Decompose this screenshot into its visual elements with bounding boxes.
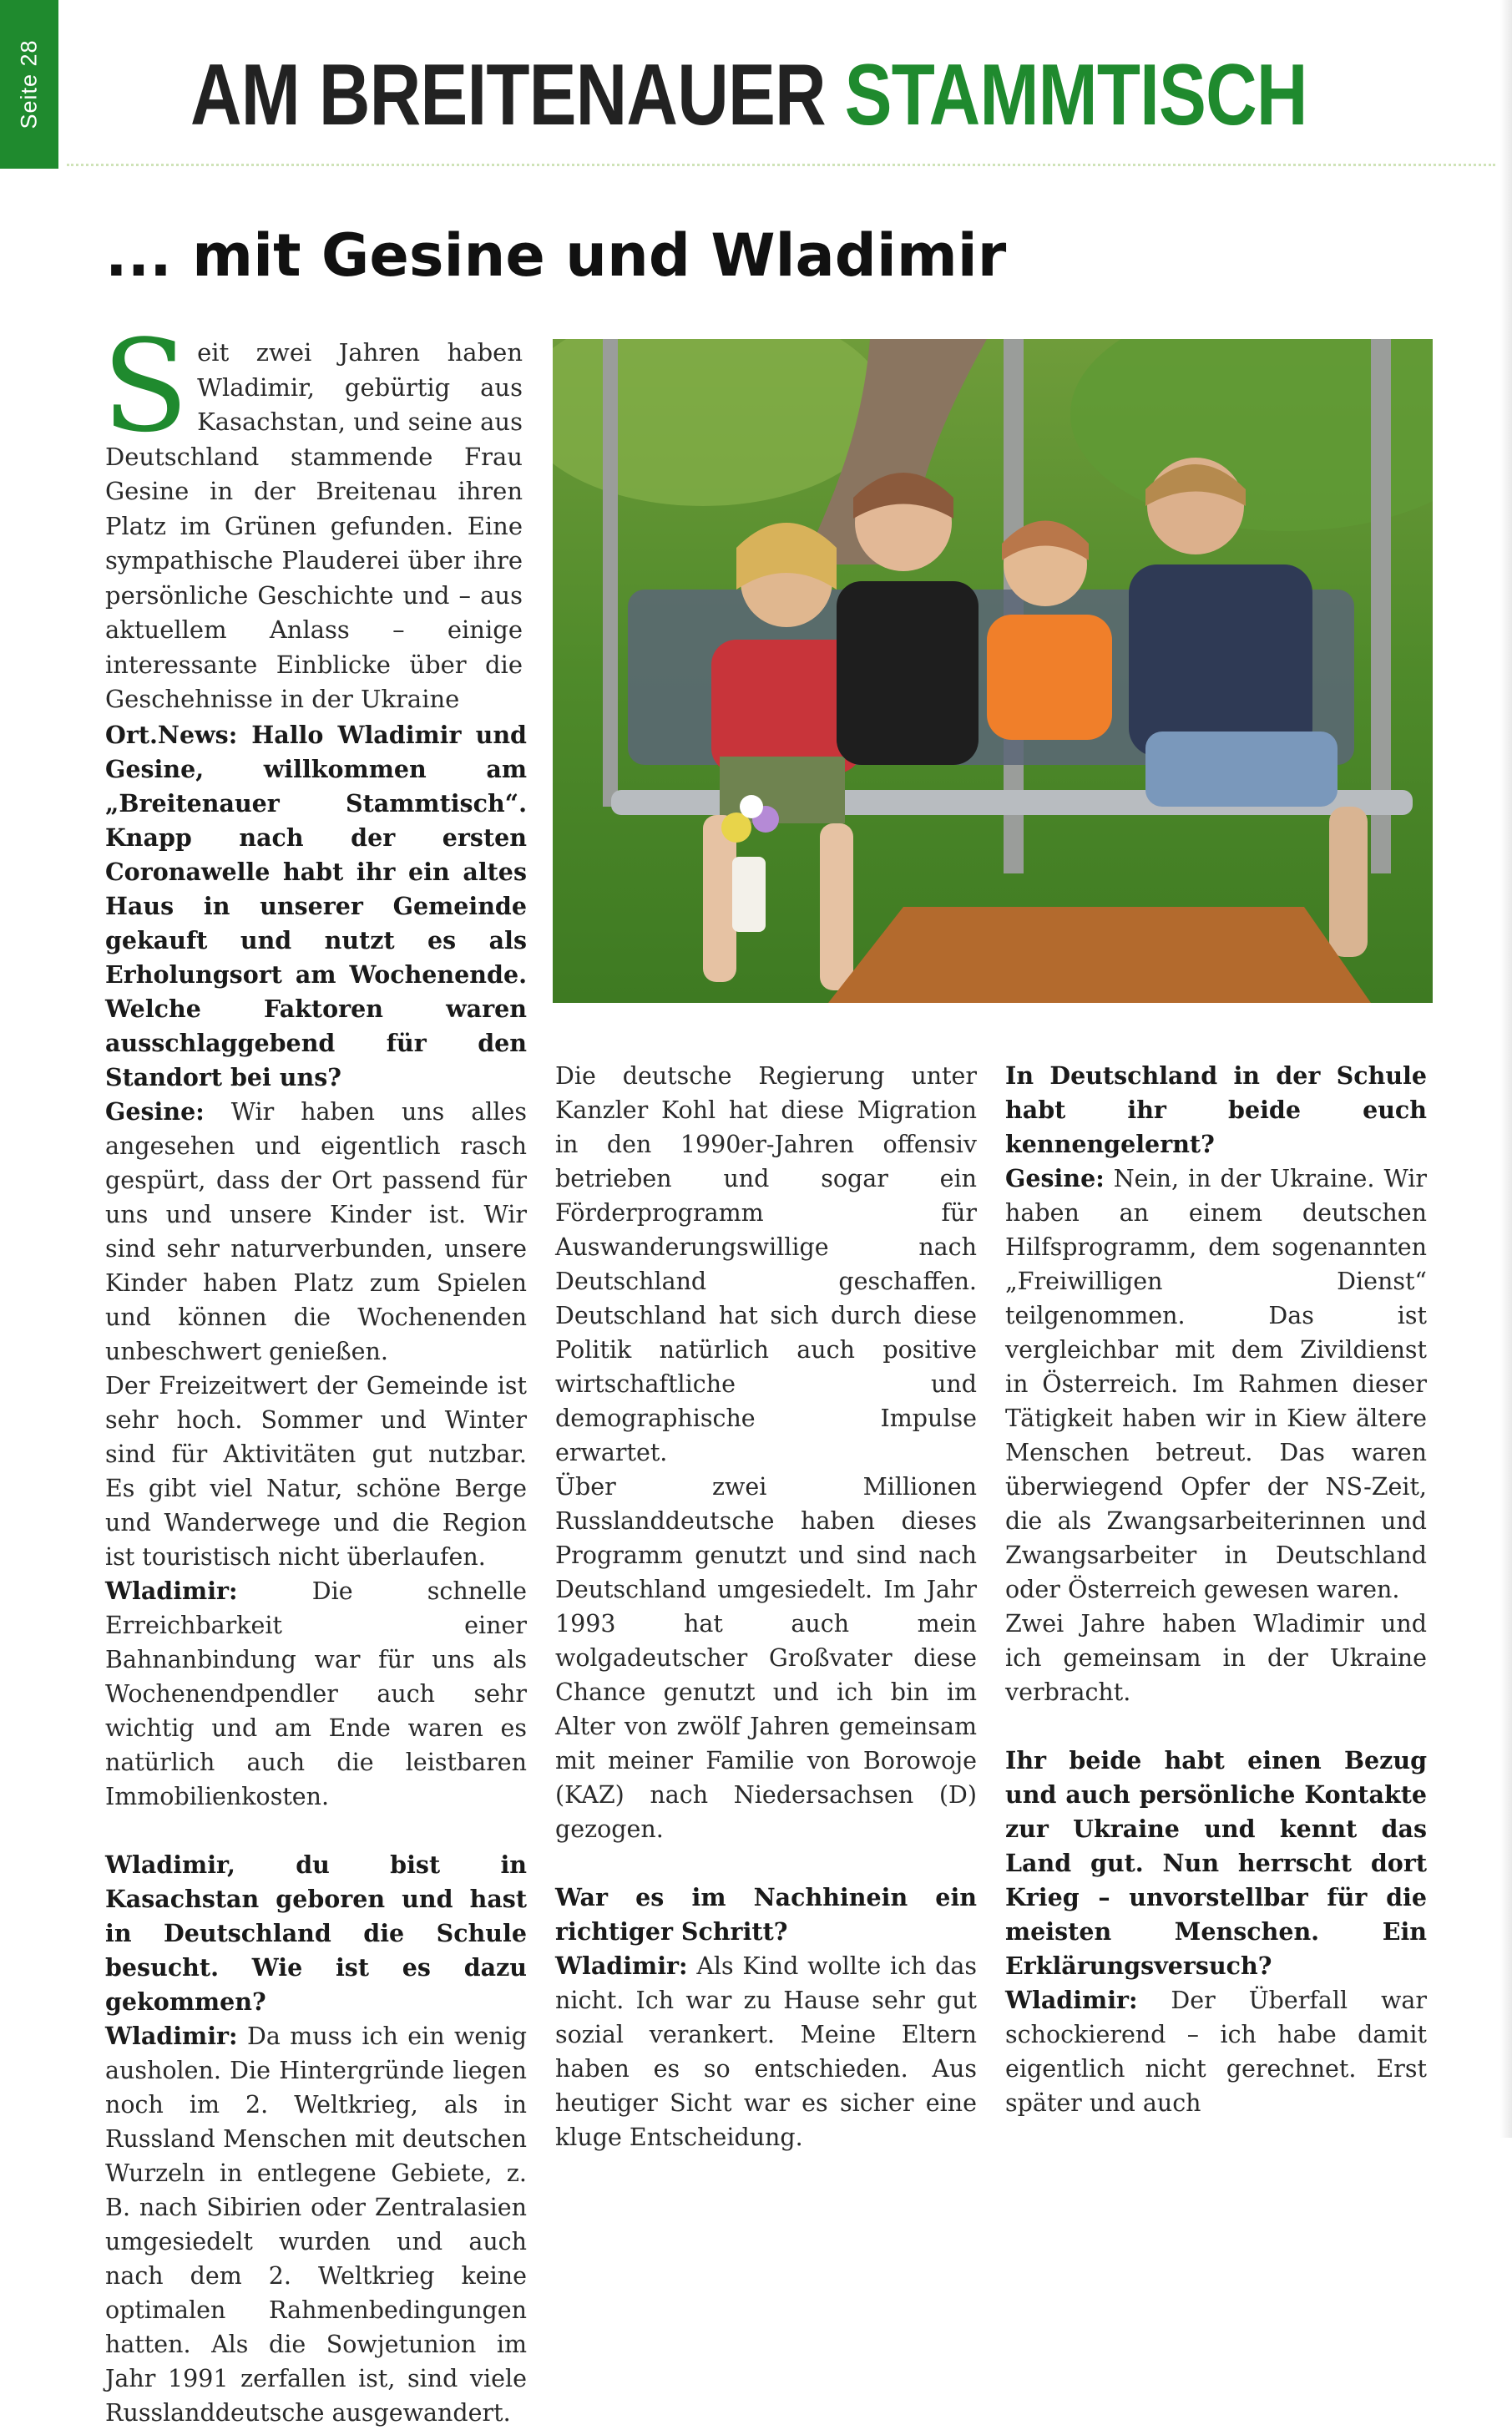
answer-2 <box>105 1574 527 1814</box>
article-column-1 <box>105 718 527 2430</box>
answer-5 <box>1005 1162 1427 1607</box>
speaker-wladimir: Wladimir: <box>105 2022 238 2050</box>
article-column-3 <box>1005 1059 1427 2120</box>
answer-6 <box>1005 1983 1427 2120</box>
question-4: In Deutschland in der Schule habt ihr beide euch kennengelernt? <box>1005 1061 1427 1158</box>
question-3: War es im Nachhinein ein richtiger Schritt? <box>555 1883 977 1946</box>
question-1: Ort.News: Hallo Wladimir und Gesine, willkommen am „Breitenauer Stammtisch“. Knapp nach der ersten Coronawelle habt ihr ein altes Haus in unserer Gemeinde gekauft und nutzt es als Erholungsort am Wochenende. Welche Faktoren waren ausschlaggebend für den Standort bei uns? <box>105 721 527 1091</box>
answer-5-continued: Zwei Jahre haben Wladimir und ich gemeinsam in der Ukraine verbracht. <box>1005 1610 1427 1706</box>
answer-text: Wir haben uns alles angesehen und eigentlich rasch gespürt, dass der Ort passend für uns und unsere Kinder ist. Wir sind sehr naturverbunden, unsere Kinder haben Platz zum Spielen und können die Wochenenden unbeschwert genießen. <box>105 1098 527 1365</box>
title-part-dark: AM BREITENAUER <box>190 47 826 144</box>
answer-1-continued: Der Freizeitwert der Gemeinde ist sehr hoch. Sommer und Winter sind für Aktivitäten gut nutzbar. Es gibt viel Natur, schöne Berge und Wanderwege und die Region ist touristisch nicht überlaufen. <box>105 1372 527 1571</box>
question-2: Wladimir, du bist in Kasachstan geboren und hast in Deutschland die Schule besucht. Wie ist es dazu gekommen? <box>105 1850 527 2016</box>
speaker-wladimir: Wladimir: <box>105 1577 238 1605</box>
scan-edge <box>1500 0 1512 2138</box>
answer-4 <box>555 1949 977 2154</box>
title-part-green: STAMMTISCH <box>844 47 1307 144</box>
answer-text: Die schnelle Erreichbarkeit einer Bahnanbindung war für uns als Wochenendpendler auch sehr wichtig und am Ende waren es natürlich auch die leistbaren Immobilienkosten. <box>105 1577 527 1810</box>
page-title <box>190 47 1307 144</box>
answer-3-continued: Die deutsche Regierung unter Kanzler Kohl hat diese Migration in den 1990er-Jahren offensiv betrieben und sogar ein Förderprogramm für Auswanderungswillige nach Deutschland geschaffen. Deutschland hat sich durch diese Politik natürlich auch positive wirtschaftliche und demographische Impulse erwartet. <box>555 1062 977 1466</box>
answer-3-continued-2: Über zwei Millionen Russlanddeutsche haben dieses Programm genutzt und sind nach Deutschland umgesiedelt. Im Jahr 1993 hat auch mein wolgadeutscher Großvater diese Chance genutzt und ich bin im Alter von zwölf Jahren gemeinsam mit meiner Familie von Borowoje (KAZ) nach Niedersachsen (D) gezogen. <box>555 1473 977 1843</box>
answer-text: Der Überfall war schockierend – ich habe damit eigentlich nicht gerechnet. Erst später und auch <box>1005 1987 1427 2117</box>
page-number-tab <box>0 0 58 169</box>
answer-text: Als Kind wollte ich das nicht. Ich war zu Hause sehr gut sozial verankert. Meine Eltern haben es so entschieden. Aus heutiger Sicht war es sicher eine kluge Entscheidung. <box>555 1952 977 2151</box>
speaker-wladimir: Wladimir: <box>1005 1986 1138 2014</box>
article-column-2 <box>555 1059 977 2154</box>
speaker-wladimir: Wladimir: <box>555 1952 688 1980</box>
intro-paragraph <box>102 312 523 717</box>
article-subtitle: ... mit Gesine und Wladimir <box>105 221 1007 290</box>
question-5: Ihr beide habt einen Bezug und auch persönliche Kontakte zur Ukraine und kennt das Land gut. Nun herrscht dort Krieg – unvorstellbar für die meisten Menschen. Ein Erklärungsversuch? <box>1005 1746 1427 1980</box>
speaker-gesine: Gesine: <box>105 1097 205 1126</box>
drop-cap: S <box>102 312 190 460</box>
dotted-divider <box>67 164 1495 166</box>
page-number: Seite 28 <box>16 39 42 129</box>
speaker-gesine: Gesine: <box>1005 1164 1105 1192</box>
answer-text: Da muss ich ein wenig ausholen. Die Hintergründe liegen noch im 2. Weltkrieg, als in Russland Menschen mit deutschen Wurzeln in entlegene Gebiete, z. B. nach Sibirien oder Zentralasien umgesiedelt wurden und auch nach dem 2. Weltkrieg keine optimalen Rahmenbedingungen hatten. Als die Sowjetunion im Jahr 1991 zerfallen ist, sind viele Russlanddeutsche ausgewandert. <box>105 2022 527 2427</box>
answer-text: Nein, in der Ukraine. Wir haben an einem deutschen Hilfsprogramm, dem sogenannten „Freiwilligen Dienst“ teilgenommen. Das ist vergleichbar mit dem Zivildienst in Österreich. Im Rahmen dieser Tätigkeit haben wir in Kiew ältere Menschen betreut. Das waren überwiegend Opfer der NS-Zeit, die als Zwangsarbeiterinnen und Zwangsarbeiter in Deutschland oder Österreich gewesen waren. <box>1005 1165 1427 1603</box>
answer-1 <box>105 1095 527 1369</box>
family-photo <box>553 339 1433 1003</box>
answer-3 <box>105 2019 527 2430</box>
intro-text: eit zwei Jahren haben Wladimir, gebürtig aus Kasachstan, und seine aus Deutschland stammende Frau Gesine in der Breitenau ihren Platz im Grünen gefunden. Eine sympathische Plauderei über ihre persönliche Geschichte und – aus aktuellem Anlass – einige interessante Einblicke über die Geschehnisse in der Ukraine <box>105 338 523 713</box>
